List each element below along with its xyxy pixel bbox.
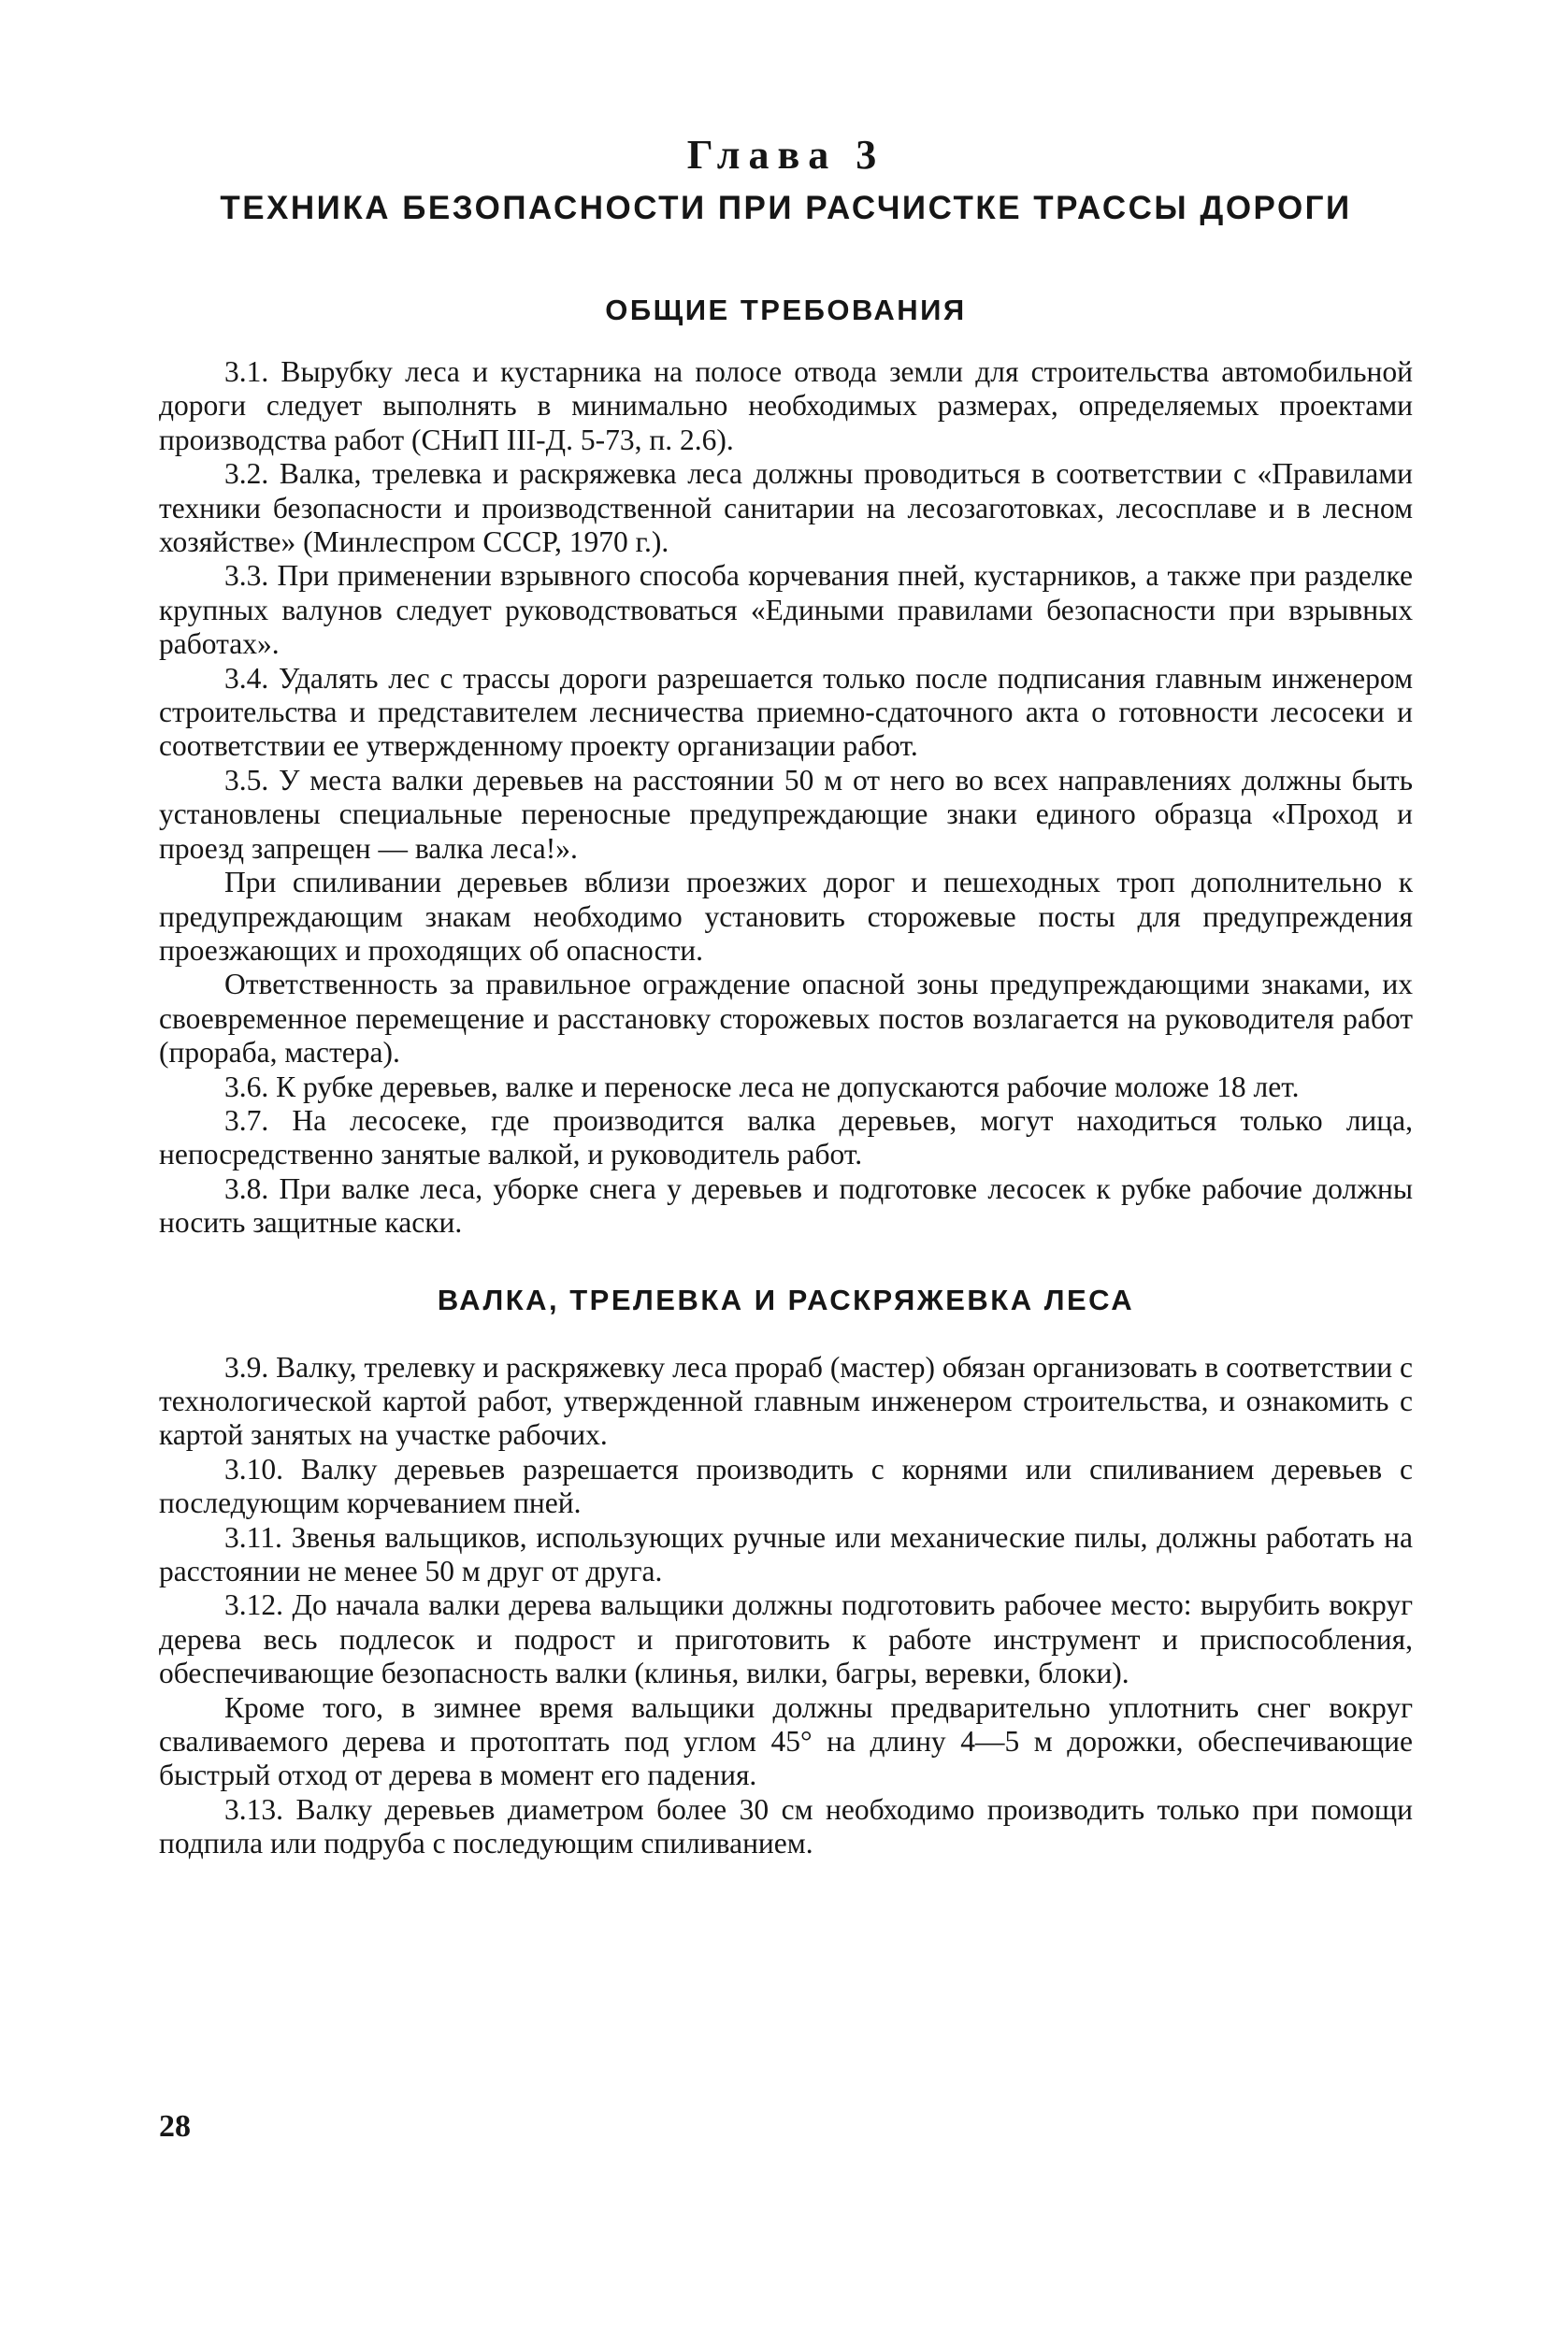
section-title-general: ОБЩИЕ ТРЕБОВАНИЯ	[605, 294, 967, 326]
paragraph-3-5-roads: При спиливании деревьев вблизи проезжих дорог и пешеходных троп дополнительно к предупреждающим знакам необходимо установить сторожевые посты для предупреждения проезжающих и проходящих об опасности.	[159, 866, 1413, 967]
section-body-felling	[159, 1351, 1413, 1861]
paragraph-3-1: 3.1. Вырубку леса и кустарника на полосе отвода земли для строительства автомобильной дороги следует выполнять в минимально необходимых размерах, определяемых проектами производства работ (СНиП III-Д. 5-73, п. 2.6).	[159, 355, 1413, 456]
paragraph-3-2: 3.2. Валка, трелевка и раскряжевка леса должны проводиться в соответствии с «Правилами техники безопасности и производственной санитарии на лесозаготовках, лесосплаве и в лесном хозяйстве» (Минлеспром СССР, 1970 г.).	[159, 457, 1413, 559]
paragraph-3-10: 3.10. Валку деревьев разрешается производить с корнями или спиливанием деревьев с последующим корчеванием пней.	[159, 1452, 1413, 1520]
paragraph-3-3: 3.3. При применении взрывного способа корчевания пней, кустарников, а также при разделке крупных валунов следует руководствоваться «Едиными правилами безопасности при взрывных работах».	[159, 559, 1413, 661]
paragraph-3-6: 3.6. К рубке деревьев, валке и переноске леса не допускаются рабочие моложе 18 лет.	[224, 1070, 1300, 1103]
paragraph-3-5: 3.5. У места валки деревьев на расстоянии 50 м от него во всех направлениях должны быть установлены специальные переносные предупреждающие знаки единого образца «Проход и проезд запрещен — валка леса!».	[159, 763, 1413, 865]
paragraph-3-12-winter: Кроме того, в зимнее время вальщики должны предварительно уплотнить снег вокруг сваливаемого дерева и протоптать под углом 45° на длину 4—5 м дорожки, обеспечивающие быстрый отход от дерева в момент его падения.	[159, 1690, 1413, 1792]
page-number: 28	[159, 2109, 191, 2144]
paragraph-3-12: 3.12. До начала валки дерева вальщики должны подготовить рабочее место: вырубить вокруг дерева весь подлесок и подрост и приготовить к работе инструмент и приспособления, обеспечивающие безопасность валки (клинья, вилки, багры, веревки, блоки).	[159, 1588, 1413, 1690]
chapter-title: ТЕХНИКА БЕЗОПАСНОСТИ ПРИ РАСЧИСТКЕ ТРАССЫ ДОРОГИ	[220, 190, 1352, 226]
paragraph-3-11: 3.11. Звенья вальщиков, использующих ручные или механические пилы, должны работать на расстоянии не менее 50 м друг от друга.	[159, 1520, 1413, 1587]
paragraph-3-5-responsibility: Ответственность за правильное ограждение опасной зоны предупреждающими знаками, их своевременное перемещение и расстановку сторожевых постов возлагается на руководителя работ (прораба, мастера).	[159, 968, 1413, 1070]
section-body-general	[159, 355, 1413, 1241]
paragraph-3-8: 3.8. При валке леса, уборке снега у деревьев и подготовке лесосек к рубке рабочие должны носить защитные каски.	[159, 1171, 1413, 1240]
paragraph-3-13: 3.13. Валку деревьев диаметром более 30 см необходимо производить только при помощи подпила или подруба с последующим спиливанием.	[159, 1792, 1413, 1860]
paragraph-3-7: 3.7. На лесосеке, где производится валка деревьев, могут находиться только лица, непосредственно занятые валкой, и руководитель работ.	[159, 1103, 1413, 1171]
chapter-number: Глава 3	[686, 132, 885, 178]
paragraph-3-4: 3.4. Удалять лес с трассы дороги разрешается только после подписания главным инженером строительства и представителем лесничества приемно-сдаточного акта о готовности лесосеки и соответствии ее утвержденному проекту организации работ.	[159, 661, 1413, 763]
paragraph-3-9: 3.9. Валку, трелевку и раскряжевку леса прораб (мастер) обязан организовать в соответствии с технологической картой работ, утвержденной главным инженером строительства, и ознакомить с картой занятых на участке рабочих.	[159, 1350, 1413, 1452]
section-title-felling: ВАЛКА, ТРЕЛЕВКА И РАСКРЯЖЕВКА ЛЕСА	[437, 1283, 1135, 1316]
